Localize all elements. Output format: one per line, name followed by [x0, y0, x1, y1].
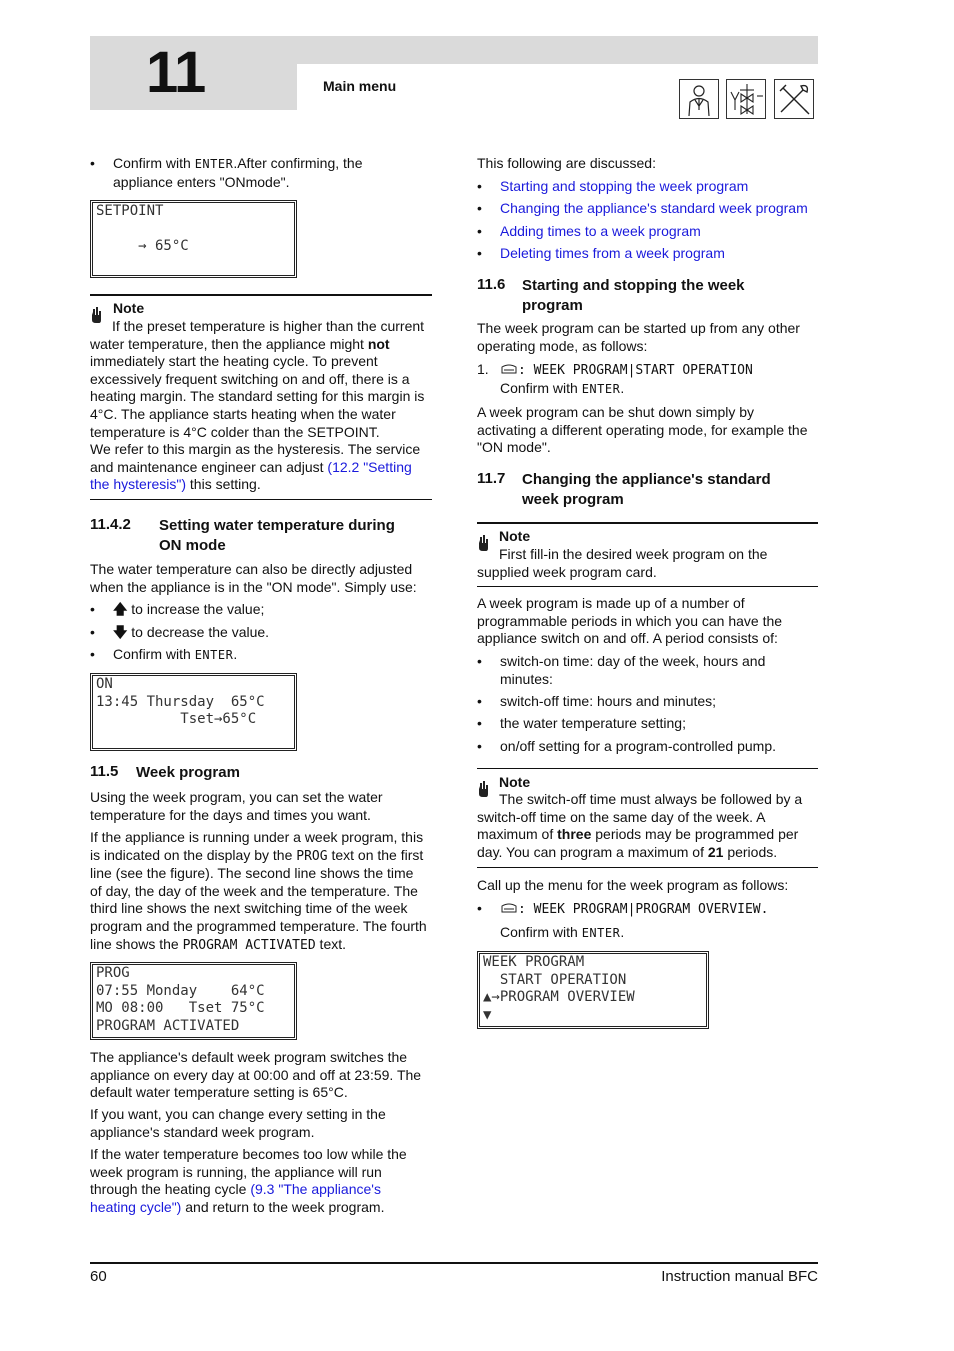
section-title: Week program: [136, 764, 240, 781]
link-deleting-times[interactable]: Deleting times from a week program: [500, 245, 725, 261]
paragraph: Call up the menu for the week program as follows:: [477, 877, 789, 893]
paragraph: A week program can be shut down simply by activating a different operating mode, for example the "ON mode".: [477, 404, 808, 456]
chapter-number: 11: [146, 40, 206, 105]
bullet-increase: 🡅 to increase the value;: [113, 601, 265, 617]
lcd-on-mode: ON 13:45 Thursday 65°C Tset→65°C: [90, 673, 297, 751]
period-item: the water temperature setting;: [500, 715, 686, 731]
section-number: 11.5: [90, 763, 119, 780]
link-adding-times[interactable]: Adding times to a week program: [500, 223, 701, 239]
note-bottom-rule: [477, 586, 818, 587]
paragraph: Using the week program, you can set the water temperature for the days and times you want.: [90, 789, 383, 823]
note-text: First fill-in the desired week program on the supplied week program card.: [477, 546, 768, 580]
footer-rule: [90, 1262, 818, 1264]
page-number: 60: [90, 1268, 107, 1285]
section-title: Changing the appliance's standard week program: [522, 471, 771, 508]
link-setting-hysteresis-cont[interactable]: the hysteresis"): [90, 476, 187, 493]
document-title: Instruction manual BFC: [661, 1268, 818, 1285]
confirm-text: Confirm with ENTER.: [500, 380, 625, 396]
note-label: Note: [499, 528, 531, 544]
service-tools-icon: [774, 79, 814, 119]
link-heating-cycle-cont[interactable]: heating cycle"): [90, 1198, 182, 1215]
note-top-rule: [477, 768, 818, 769]
bullet-decrease: 🡇 to decrease the value.: [113, 624, 270, 640]
lcd-week-program-menu: WEEK PROGRAM START OPERATION ▲→PROGRAM OVERVIEW ▼: [477, 951, 709, 1029]
period-item: switch-on time: day of the week, hours and minutes:: [500, 653, 766, 687]
arrow-down-icon: 🡇: [113, 624, 128, 640]
note-bottom-rule: [477, 867, 818, 868]
confirm-enter-text: Confirm with ENTER.After confirming, the appliance enters "ONmode".: [113, 155, 363, 190]
section-number: 11.4.2: [90, 516, 131, 533]
section-number: 11.6: [477, 276, 506, 293]
period-item: on/off setting for a program-controlled pump.: [500, 738, 777, 754]
keyboard-icon: [500, 363, 518, 375]
lcd-prog: PROG 07:55 Monday 64°C MO 08:00 Tset 75°C PROGRAM ACTIVATED: [90, 962, 297, 1040]
section-title: Starting and stopping the week program: [522, 277, 745, 314]
note-bottom-rule: [90, 499, 432, 500]
menu-path: : WEEK PROGRAM|START OPERATION: [500, 361, 753, 380]
bullet-dot: •: [90, 155, 95, 171]
note-label: Note: [499, 774, 531, 790]
link-setting-hysteresis[interactable]: (12.2 "Setting: [327, 458, 412, 475]
paragraph: The appliance's default week program switches the appliance on every day at 00:00 and off at 23:59. The default water temperature setting is 65°C.: [90, 1049, 422, 1101]
arrow-up-icon: 🡅: [113, 601, 128, 617]
link-heating-cycle[interactable]: (9.3 "The appliance's: [250, 1181, 381, 1198]
user-icon: [679, 79, 719, 119]
period-item: switch-off time: hours and minutes;: [500, 693, 717, 709]
section-number: 11.7: [477, 470, 506, 487]
paragraph: If the appliance is running under a week program, this is indicated on the display by the PROG text on the first line (see the figure). The second line shows the time of day, the day of the week and the temperature. The third line shows the next switching time of the week program and the programmed temperature. The fourth line shows the PROGRAM ACTIVATED text.: [90, 829, 427, 953]
note-text: The switch-off time must always be followed by a switch-off time on the same day of the week. A maximum of three periods may be programmed per day. You can program a maximum of 21 periods.: [477, 791, 803, 860]
note-label: Note: [113, 300, 145, 316]
step-number: 1.: [477, 361, 489, 377]
section-title: Setting water temperature during ON mode: [159, 517, 395, 554]
header-title: Main menu: [323, 78, 397, 94]
note-top-rule: [90, 294, 432, 296]
note-top-rule: [477, 522, 818, 524]
lcd-setpoint: SETPOINT → 65°C: [90, 200, 297, 278]
note-text: If the preset temperature is higher than the current water temperature, then the appliance might not immediately start the heating cycle. To prevent excessively frequent switching on and off, there is a heating margin. The standard setting for this margin is 4°C. The appliance starts heating when the water temperature is 4°C colder than the SETPOINT. We refer to this margin as the hysteresis. The service and maintenance engineer can adjust (12.2 "Setting the hysteresis") this setting.: [90, 318, 425, 493]
paragraph: If the water temperature becomes too low while the week program is running, the appliance will run through the heating cycle (9.3 "The appliance's heating cycle") and return to the week program.: [90, 1146, 407, 1215]
menu-path: : WEEK PROGRAM|PROGRAM OVERVIEW.: [500, 900, 768, 919]
paragraph: A week program is made up of a number of programmable periods in which you can have the appliance switch on and off. A period consists of:: [477, 595, 783, 647]
keyboard-icon: [500, 902, 518, 914]
paragraph: If you want, you can change every setting in the appliance's standard week program.: [90, 1106, 386, 1140]
paragraph: The water temperature can also be directly adjusted when the appliance is in the "ON mode". Simply use:: [90, 561, 417, 595]
installer-icon: [726, 79, 766, 119]
confirm-text: Confirm with ENTER.: [500, 924, 625, 940]
paragraph: The week program can be started up from any other operating mode, as follows:: [477, 320, 800, 354]
bullet-confirm: Confirm with ENTER.: [113, 646, 238, 662]
intro-text: This following are discussed:: [477, 155, 656, 171]
link-changing-standard[interactable]: Changing the appliance's standard week program: [500, 200, 808, 216]
link-starting-stopping[interactable]: Starting and stopping the week program: [500, 178, 749, 194]
